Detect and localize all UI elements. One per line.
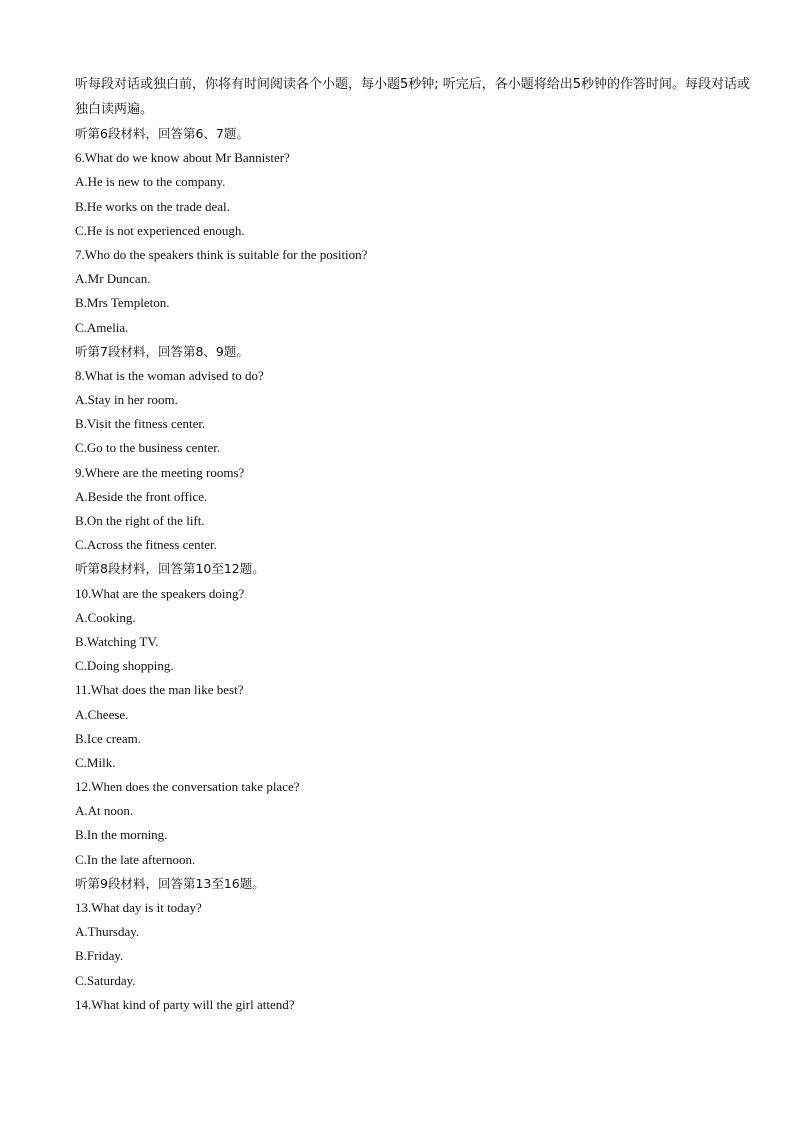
answer-option: C.Go to the business center. [75, 440, 221, 456]
section-heading: 听第7段材料，回答第8、9题。 [75, 343, 249, 359]
instructions-paragraph: 听每段对话或独白前，你将有时间阅读各个小题，每小题5秒钟; 听完后，各小题将给出5秒钟的作答时间。每段对话或独白读两遍。 [75, 77, 751, 117]
answer-option: B.He works on the trade deal. [75, 198, 230, 214]
answer-option: C.Milk. [75, 754, 116, 770]
answer-option: A.Cheese. [75, 706, 129, 722]
section-heading: 听第9段材料，回答第13至16题。 [75, 875, 265, 891]
document-page [75, 72, 755, 1017]
answer-option: A.Stay in her room. [75, 392, 178, 408]
question-text: 11.What does the man like best? [75, 682, 244, 698]
answer-option: A.Thursday. [75, 924, 140, 940]
answer-option: C.Doing shopping. [75, 658, 174, 674]
question-text: 13.What day is it today? [75, 900, 202, 915]
question-text: 7.Who do the speakers think is suitable for the position? [75, 246, 368, 262]
question-text: 14.What kind of party will the girl attend? [75, 996, 295, 1012]
section-heading: 听第8段材料，回答第10至12题。 [75, 561, 265, 577]
question-list [75, 122, 755, 1017]
answer-option: C.Saturday. [75, 972, 136, 988]
answer-option: B.Watching TV. [75, 633, 159, 649]
answer-option: B.Mrs Templeton. [75, 295, 170, 311]
answer-option: A.Mr Duncan. [75, 271, 151, 287]
answer-option: A.Beside the front office. [75, 488, 208, 504]
question-text: 8.What is the woman advised to do? [75, 367, 264, 383]
answer-option: A.He is new to the company. [75, 174, 226, 190]
answer-option: A.Cooking. [75, 609, 136, 625]
answer-option: C.In the late afternoon. [75, 851, 196, 867]
answer-option: B.Visit the fitness center. [75, 416, 206, 432]
answer-option: B.Ice cream. [75, 730, 142, 746]
answer-option: C.He is not experienced enough. [75, 222, 245, 238]
answer-option: C.Across the fitness center. [75, 537, 217, 553]
answer-option: B.Friday. [75, 948, 124, 964]
question-text: 10.What are the speakers doing? [75, 585, 245, 601]
question-text: 9.Where are the meeting rooms? [75, 464, 245, 480]
section-heading: 听第6段材料，回答第6、7题。 [75, 126, 249, 141]
question-text: 6.What do we know about Mr Bannister? [75, 150, 290, 166]
question-text: 12.When does the conversation take place? [75, 779, 300, 795]
answer-option: C.Amelia. [75, 319, 129, 335]
answer-option: B.On the right of the lift. [75, 513, 205, 528]
answer-option: A.At noon. [75, 803, 134, 819]
answer-option: B.In the morning. [75, 827, 168, 843]
